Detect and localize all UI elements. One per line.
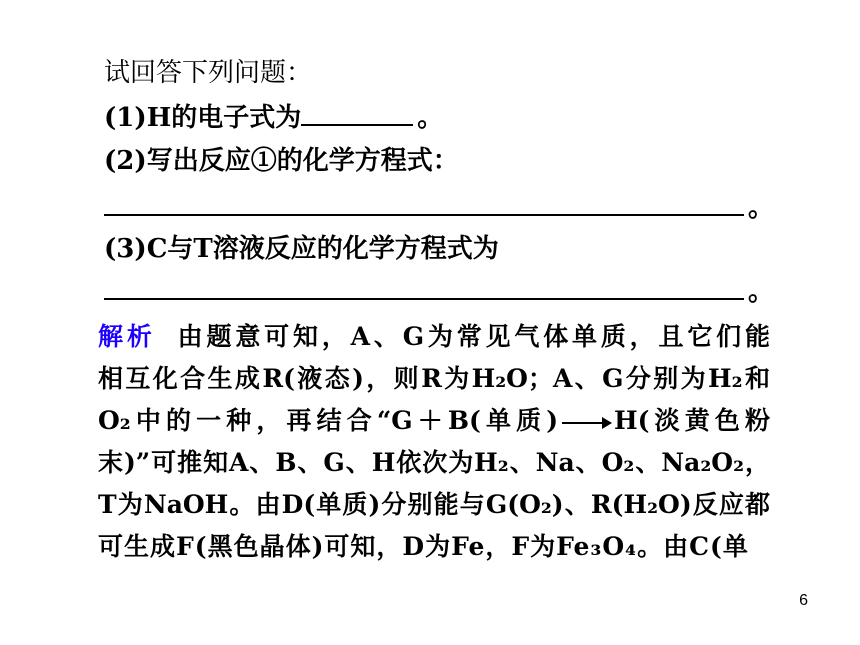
explanation-line-6: 可生成F(黑色晶体)可知，D为Fe，F为Fe₃O₄。由C(单 <box>98 532 749 561</box>
answer-line-2 <box>104 190 774 225</box>
answer-blank-2 <box>104 190 744 216</box>
question-1 <box>104 100 443 135</box>
question-3: (3)C与T溶液反应的化学方程式为 <box>104 234 499 264</box>
page-number: 6 <box>799 592 808 609</box>
explanation-line-4: 末)”可推知A、B、G、H依次为H₂、Na、O₂、Na₂O₂， <box>98 448 770 477</box>
explanation-line-3 <box>98 400 770 442</box>
explanation-line-1-text: 由题意可知，A、G为常见气体单质，且它们能 <box>177 322 770 351</box>
question-intro: 试回答下列问题： <box>104 58 313 88</box>
explanation-line-1 <box>98 316 770 358</box>
answer-blank-3 <box>104 274 744 300</box>
answer-line-3 <box>104 274 774 309</box>
explanation-line-3-b: H(淡黄色粉 <box>614 406 771 435</box>
explanation-line-3-a: O₂中的一种，再结合“G＋B(单质) <box>98 406 559 435</box>
explanation-label: 解析 <box>98 322 156 351</box>
question-2: (2)写出反应①的化学方程式： <box>104 146 459 176</box>
answer-blank-1 <box>301 100 413 126</box>
answer-line-2-period: 。 <box>748 193 775 223</box>
explanation-line-2: 相互化合生成R(液态)，则R为H₂O；A、G分别为H₂和 <box>98 364 770 393</box>
explanation <box>98 316 770 568</box>
question-1-text: (1)H的电子式为 <box>104 103 302 133</box>
question-1-period: 。 <box>417 103 444 133</box>
explanation-line-5: T为NaOH。由D(单质)分别能与G(O₂)、R(H₂O)反应都 <box>98 490 770 519</box>
answer-line-3-period: 。 <box>748 277 775 307</box>
reaction-arrow-icon <box>562 422 610 424</box>
